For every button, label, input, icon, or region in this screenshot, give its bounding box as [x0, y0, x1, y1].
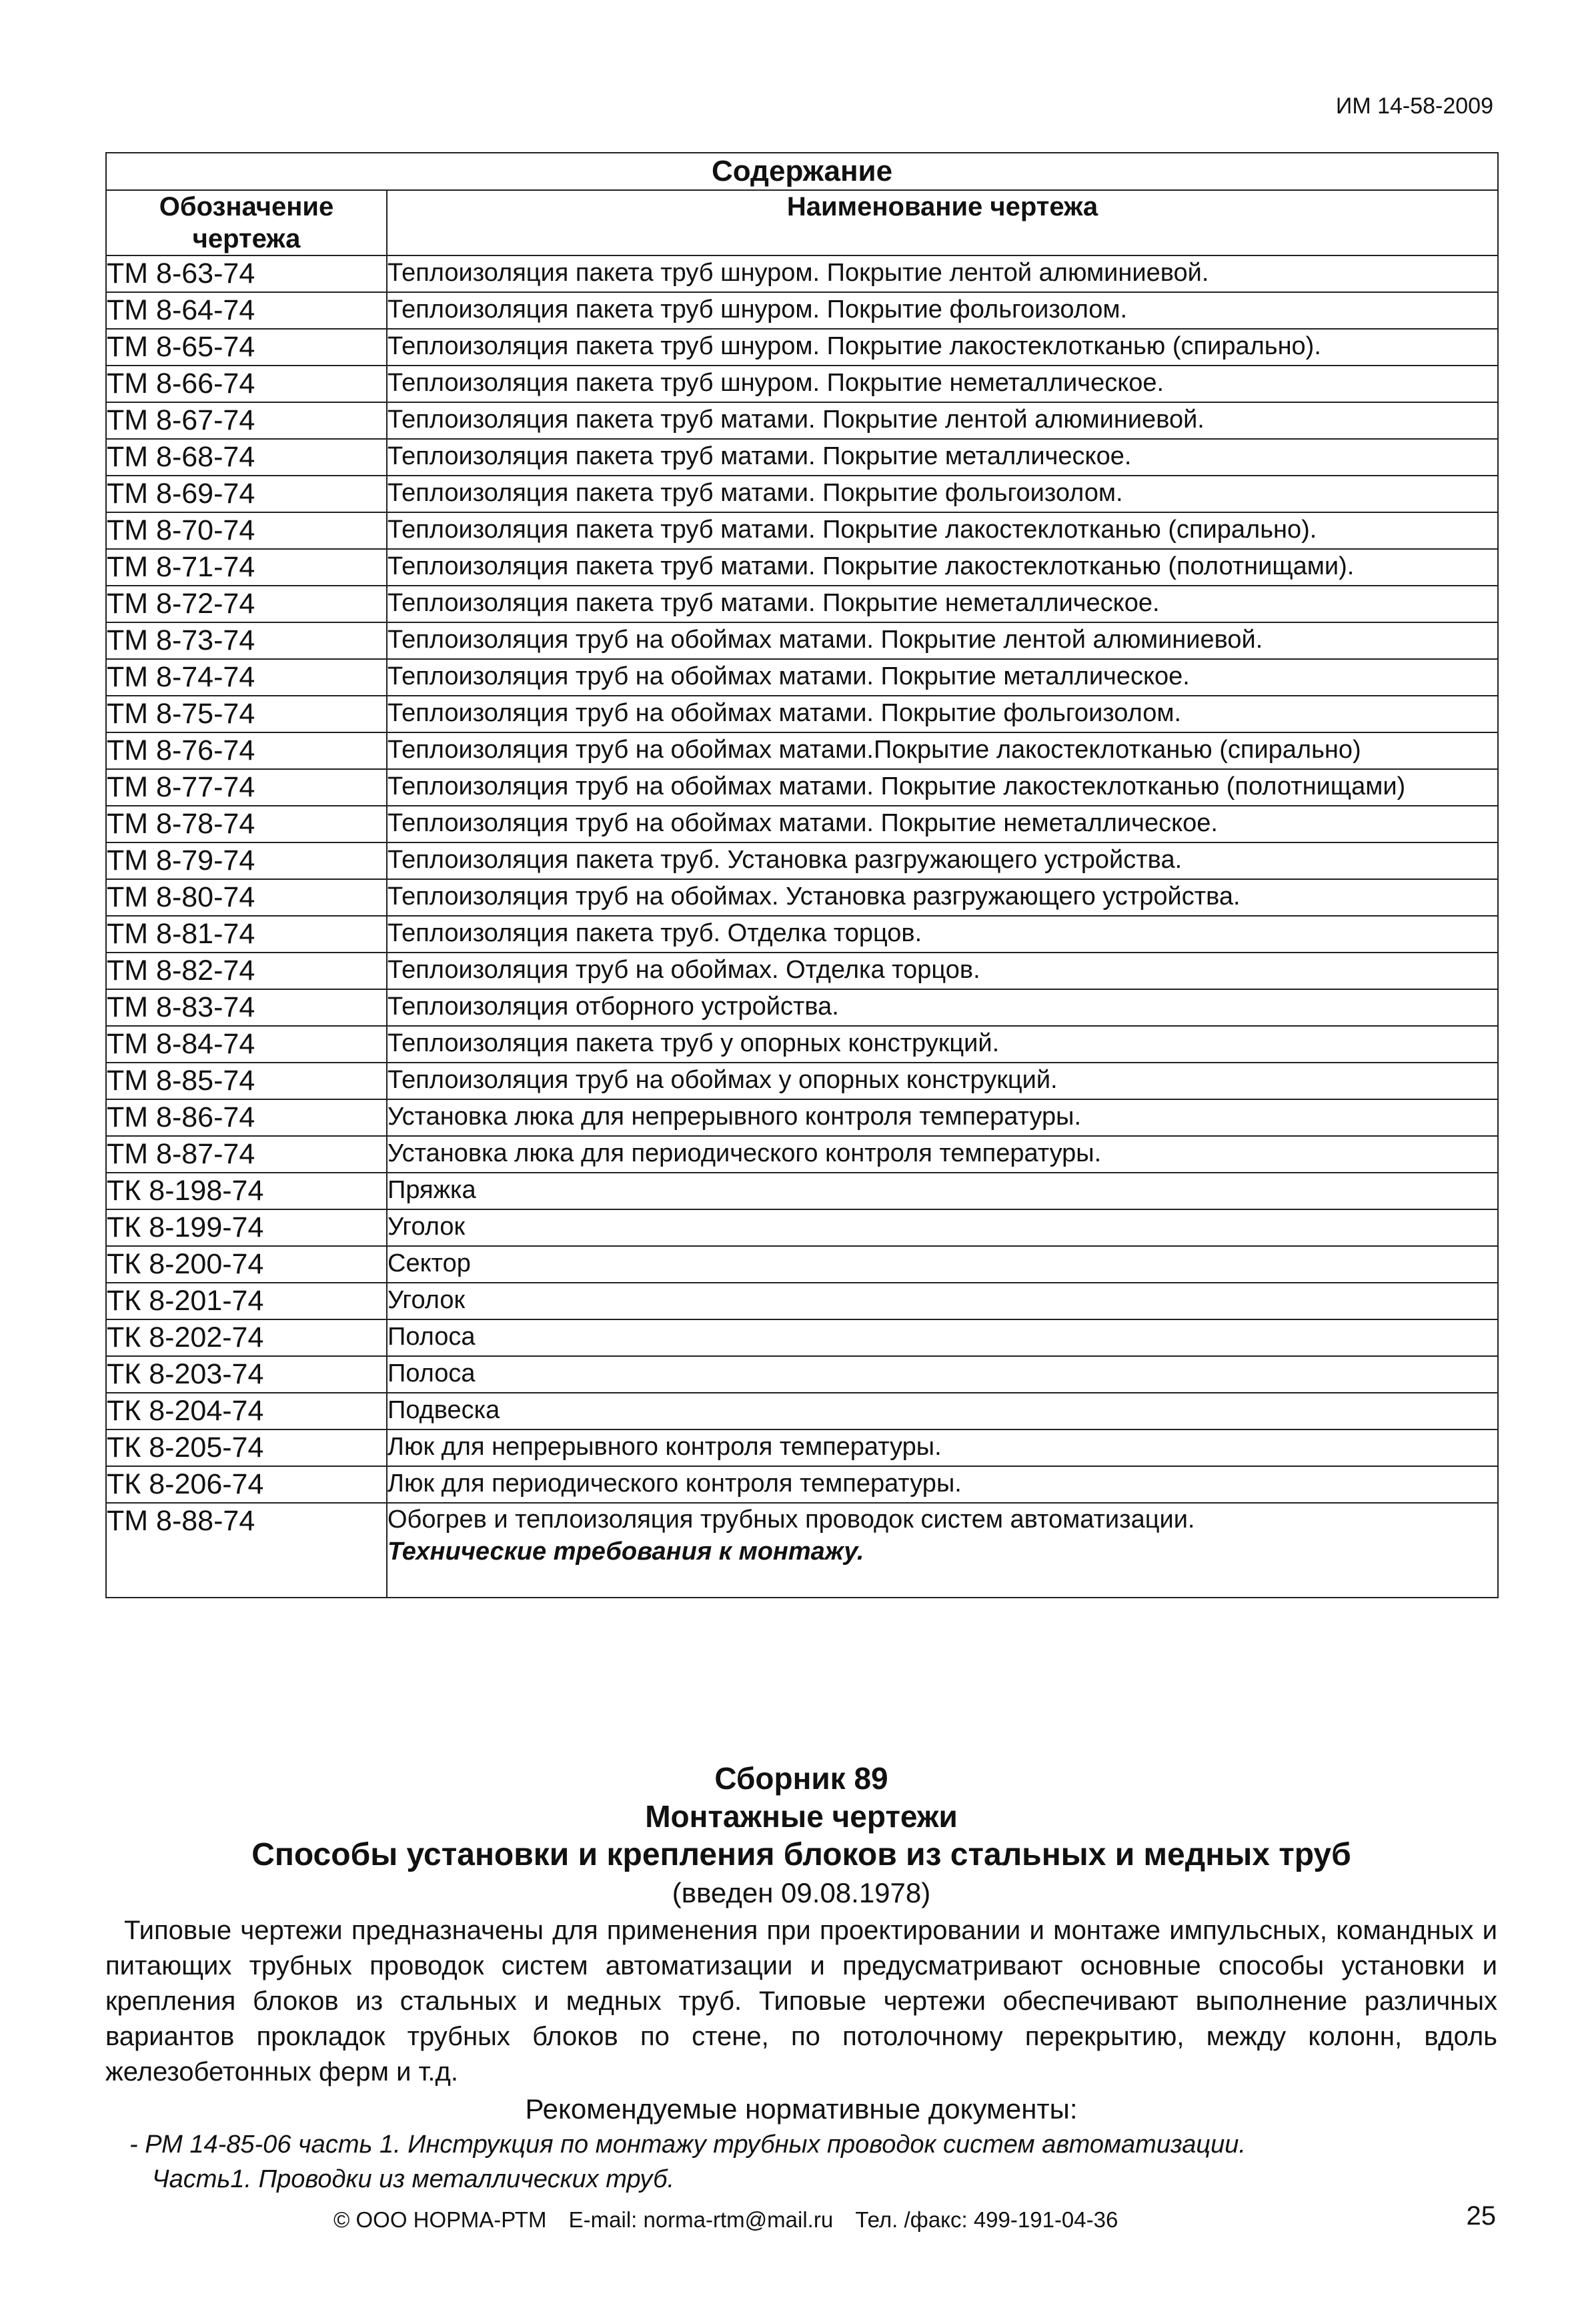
- table-row: [106, 659, 1498, 696]
- table-row: [106, 1026, 1498, 1063]
- table-row: [106, 1136, 1498, 1173]
- table-row: [106, 1356, 1498, 1393]
- drawing-code: ТМ 8-88-74: [106, 1503, 387, 1598]
- collection-title: Способы установки и крепления блоков из стальных и медных труб: [251, 1837, 1351, 1872]
- reference-line-2: Часть1. Проводки из металлических труб.: [152, 2165, 675, 2193]
- drawing-name: Теплоизоляция пакета труб матами. Покрытие лентой алюминиевой.: [387, 402, 1498, 439]
- drawing-name: Люк для периодического контроля температуры.: [387, 1466, 1498, 1503]
- table-row: [106, 696, 1498, 732]
- table-row: [106, 1246, 1498, 1283]
- drawing-code: ТК 8-199-74: [106, 1209, 387, 1246]
- drawing-code: ТМ 8-85-74: [106, 1063, 387, 1099]
- drawing-name: Теплоизоляция труб на обоймах. Отделка торцов.: [387, 953, 1498, 989]
- drawing-code: ТМ 8-73-74: [106, 622, 387, 659]
- table-row: [106, 1099, 1498, 1136]
- drawing-name: Теплоизоляция пакета труб матами. Покрытие лакостеклотканью (спирально).: [387, 512, 1498, 549]
- table-row: [106, 806, 1498, 842]
- column-header-name: Наименование чертежа: [387, 190, 1498, 255]
- drawing-name: Полоса: [387, 1319, 1498, 1356]
- drawing-name: Теплоизоляция пакета труб. Установка разгружающего устройства.: [387, 842, 1498, 879]
- drawing-name: Люк для непрерывного контроля температуры.: [387, 1429, 1498, 1466]
- drawing-code: ТМ 8-86-74: [106, 1099, 387, 1136]
- drawing-code: ТМ 8-87-74: [106, 1136, 387, 1173]
- drawing-code: ТМ 8-83-74: [106, 989, 387, 1026]
- drawing-code: ТК 8-202-74: [106, 1319, 387, 1356]
- reference-line-1: - РМ 14-85-06 часть 1. Инструкция по монтажу трубных проводок систем автоматизации.: [129, 2131, 1246, 2159]
- drawing-name: Теплоизоляция пакета труб шнуром. Покрытие лентой алюминиевой.: [387, 255, 1498, 292]
- recommended-docs-heading: Рекомендуемые нормативные документы:: [525, 2093, 1078, 2125]
- drawing-name: Сектор: [387, 1246, 1498, 1283]
- table-row: [106, 1063, 1498, 1099]
- footer-email: E-mail: norma-rtm@mail.ru: [568, 2207, 834, 2232]
- drawing-code: ТМ 8-64-74: [106, 292, 387, 329]
- table-row: [106, 366, 1498, 402]
- drawing-name: Теплоизоляция пакета труб матами. Покрытие неметаллическое.: [387, 586, 1498, 622]
- drawing-code: ТМ 8-75-74: [106, 696, 387, 732]
- drawing-name: [387, 1503, 1498, 1598]
- drawing-code: ТМ 8-74-74: [106, 659, 387, 696]
- table-row: [106, 292, 1498, 329]
- drawing-name: Теплоизоляция труб на обоймах матами. Покрытие металлическое.: [387, 659, 1498, 696]
- drawing-name-text: Обогрев и теплоизоляция трубных проводок систем автоматизации.: [387, 1506, 1195, 1534]
- drawing-code: ТК 8-204-74: [106, 1393, 387, 1429]
- drawing-name: Установка люка для периодического контроля температуры.: [387, 1136, 1498, 1173]
- drawing-code: ТМ 8-72-74: [106, 586, 387, 622]
- table-row: [106, 549, 1498, 586]
- drawing-code: ТМ 8-69-74: [106, 476, 387, 512]
- drawing-code: ТМ 8-82-74: [106, 953, 387, 989]
- drawing-code: ТМ 8-68-74: [106, 439, 387, 476]
- contents-table: [105, 152, 1499, 1598]
- drawing-name: Теплоизоляция труб на обоймах матами. Покрытие фольгоизолом.: [387, 696, 1498, 732]
- drawing-name: Уголок: [387, 1209, 1498, 1246]
- column-header-code: Обозначение чертежа: [106, 190, 387, 255]
- drawing-code: ТМ 8-66-74: [106, 366, 387, 402]
- drawing-code: ТК 8-205-74: [106, 1429, 387, 1466]
- table-row: [106, 329, 1498, 366]
- table-row: [106, 1429, 1498, 1466]
- drawing-name: Теплоизоляция пакета труб матами. Покрытие фольгоизолом.: [387, 476, 1498, 512]
- drawing-code: ТМ 8-80-74: [106, 879, 387, 916]
- drawing-code: ТМ 8-67-74: [106, 402, 387, 439]
- table-row: [106, 476, 1498, 512]
- table-row: [106, 989, 1498, 1026]
- collection-section: [105, 1760, 1497, 2197]
- table-row: [106, 255, 1498, 292]
- table-row: [106, 879, 1498, 916]
- drawing-name: Теплоизоляция пакета труб шнуром. Покрытие неметаллическое.: [387, 366, 1498, 402]
- technical-requirements-note: Технические требования к монтажу.: [387, 1538, 864, 1566]
- table-row: [106, 586, 1498, 622]
- drawing-code: ТМ 8-84-74: [106, 1026, 387, 1063]
- drawing-name: Теплоизоляция труб на обоймах матами. Покрытие лентой алюминиевой.: [387, 622, 1498, 659]
- drawing-name: Теплоизоляция отборного устройства.: [387, 989, 1498, 1026]
- collection-number: Сборник 89: [714, 1761, 888, 1796]
- drawing-name: Теплоизоляция пакета труб шнуром. Покрытие фольгоизолом.: [387, 292, 1498, 329]
- table-row: [106, 1466, 1498, 1503]
- drawing-code: ТМ 8-77-74: [106, 769, 387, 806]
- drawing-code: ТМ 8-65-74: [106, 329, 387, 366]
- collection-date: (введен 09.08.1978): [672, 1877, 931, 1908]
- drawing-name: Теплоизоляция труб на обоймах у опорных конструкций.: [387, 1063, 1498, 1099]
- collection-subtitle: Монтажные чертежи: [645, 1799, 958, 1834]
- table-row: [106, 953, 1498, 989]
- document-code: ИМ 14-58-2009: [1335, 93, 1493, 119]
- table-row: [106, 1503, 1498, 1598]
- drawing-code: ТК 8-206-74: [106, 1466, 387, 1503]
- drawing-name: Теплоизоляция пакета труб у опорных конструкций.: [387, 1026, 1498, 1063]
- table-row: [106, 769, 1498, 806]
- table-row: [106, 732, 1498, 769]
- drawing-name: Подвеска: [387, 1393, 1498, 1429]
- table-row: [106, 1283, 1498, 1319]
- footer-company: © ООО НОРМА-РТМ: [333, 2207, 547, 2232]
- drawing-name: Теплоизоляция пакета труб матами. Покрытие металлическое.: [387, 439, 1498, 476]
- drawing-name: Полоса: [387, 1356, 1498, 1393]
- table-row: [106, 1319, 1498, 1356]
- table-row: [106, 1209, 1498, 1246]
- table-row: [106, 512, 1498, 549]
- drawing-code: ТМ 8-78-74: [106, 806, 387, 842]
- footer: [333, 2207, 1134, 2233]
- drawing-code: ТМ 8-63-74: [106, 255, 387, 292]
- table-row: [106, 1173, 1498, 1209]
- drawing-code: ТМ 8-76-74: [106, 732, 387, 769]
- drawing-name: Теплоизоляция пакета труб. Отделка торцов.: [387, 916, 1498, 953]
- footer-phone: Тел. /факс: 499-191-04-36: [855, 2207, 1118, 2232]
- drawing-name: Установка люка для непрерывного контроля температуры.: [387, 1099, 1498, 1136]
- table-row: [106, 842, 1498, 879]
- table-row: [106, 1393, 1498, 1429]
- drawing-code: ТМ 8-79-74: [106, 842, 387, 879]
- drawing-code: ТК 8-203-74: [106, 1356, 387, 1393]
- drawing-name: Уголок: [387, 1283, 1498, 1319]
- drawing-code: ТК 8-198-74: [106, 1173, 387, 1209]
- drawing-code: ТК 8-200-74: [106, 1246, 387, 1283]
- table-row: [106, 402, 1498, 439]
- collection-description: Типовые чертежи предназначены для применения при проектировании и монтаже импульсных, командных и питающих трубных проводок систем автоматизации и предусматривают основные способы установки и крепления блоков из стальных и медных труб. Типовые чертежи обеспечивают выполнение различных вариантов прокладок трубных блоков по стене, по потолочному перекрытию, между колонн, вдоль железобетонных ферм и т.д.: [105, 1916, 1497, 2087]
- drawing-code: ТМ 8-70-74: [106, 512, 387, 549]
- table-row: [106, 916, 1498, 953]
- drawing-name: Теплоизоляция труб на обоймах. Установка разгружающего устройства.: [387, 879, 1498, 916]
- drawing-name: Пряжка: [387, 1173, 1498, 1209]
- contents-title: Содержание: [106, 153, 1498, 190]
- page-number: 25: [1466, 2201, 1496, 2231]
- table-row: [106, 622, 1498, 659]
- drawing-name: Теплоизоляция пакета труб матами. Покрытие лакостеклотканью (полотнищами).: [387, 549, 1498, 586]
- drawing-name: Теплоизоляция труб на обоймах матами. Покрытие неметаллическое.: [387, 806, 1498, 842]
- drawing-name: Теплоизоляция пакета труб шнуром. Покрытие лакостеклотканью (спирально).: [387, 329, 1498, 366]
- drawing-name: Теплоизоляция труб на обоймах матами. Покрытие лакостеклотканью (полотнищами): [387, 769, 1498, 806]
- drawing-code: ТК 8-201-74: [106, 1283, 387, 1319]
- drawing-code: ТМ 8-71-74: [106, 549, 387, 586]
- drawing-name: Теплоизоляция труб на обоймах матами.Покрытие лакостеклотканью (спирально): [387, 732, 1498, 769]
- contents-rows: [106, 255, 1498, 1503]
- table-row: [106, 439, 1498, 476]
- drawing-code: ТМ 8-81-74: [106, 916, 387, 953]
